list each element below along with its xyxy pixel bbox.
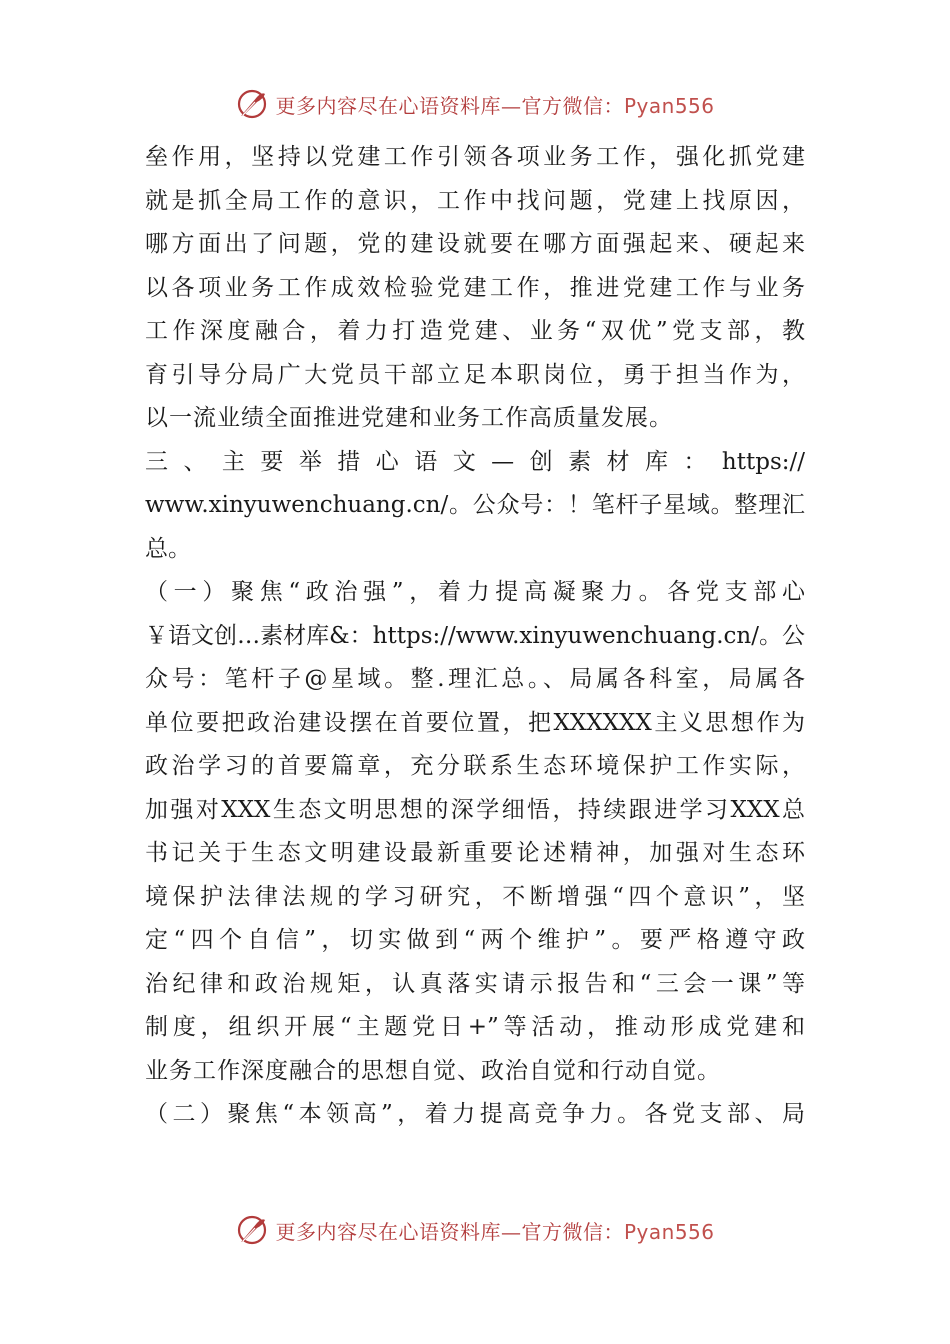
- footer-wechat-id: Pyan556: [623, 1219, 715, 1244]
- body-line: 政治学习的首要篇章，充分联系生态环境保护工作实际，: [145, 753, 805, 779]
- body-line: 育引导分局广大党员干部立足本职岗位，勇于担当作为，: [145, 361, 805, 388]
- body-line: 工作深度融合，着力打造党建、业务“双优”党支部，教: [145, 318, 805, 344]
- body-line: www.xinyuwenchuang.cn/。公众号：！笔杆子星域。整理汇: [145, 492, 805, 518]
- subsection-heading: （二）聚焦“本领高”，着力提高竞争力。各党支部、局: [145, 1101, 805, 1127]
- body-line: 总。: [145, 535, 191, 562]
- body-line: 就是抓全局工作的意识，工作中找问题，党建上找原因，: [145, 187, 805, 214]
- footer-text: 更多内容尽在心语资料库—官方微信：: [275, 1219, 624, 1244]
- quill-logo-icon: [235, 1213, 269, 1247]
- header-watermark: [0, 84, 950, 124]
- body-line: 定“四个自信”，切实做到“两个维护”。要严格遵守政: [145, 927, 805, 953]
- quill-logo-icon: [235, 87, 269, 121]
- body-line: 哪方面出了问题，党的建设就要在哪方面强起来、硬起来: [145, 231, 805, 257]
- body-line: 单位要把政治建设摆在首要位置，把XXXXXX主义思想作为: [145, 709, 805, 736]
- header-text: 更多内容尽在心语资料库—官方微信：: [275, 93, 624, 118]
- footer-watermark-text: [275, 1216, 714, 1245]
- body-line: 制度，组织开展“主题党日+”等活动，推动形成党建和: [145, 1014, 805, 1040]
- body-line: 境保护法律法规的学习研究，不断增强“四个意识”，坚: [145, 883, 805, 910]
- body-line: 治纪律和政治规矩，认真落实请示报告和“三会一课”等: [145, 970, 805, 997]
- document-body: [145, 136, 805, 1137]
- body-line: ￥语文创…素材库&：https://www.xinyuwenchuang.cn/。公: [145, 622, 805, 649]
- body-line: 以各项业务工作成效检验党建工作，推进党建工作与业务: [145, 274, 805, 301]
- body-line: 以一流业绩全面推进党建和业务工作高质量发展。: [145, 405, 673, 431]
- header-wechat-id: Pyan556: [623, 93, 715, 118]
- body-line: 加强对XXX生态文明思想的深学细悟，持续跟进学习XXX总: [145, 796, 805, 823]
- body-line: 垒作用，坚持以党建工作引领各项业务工作，强化抓党建: [145, 144, 805, 170]
- footer-watermark: [0, 1210, 950, 1250]
- body-line: 众号：笔杆子@星域。整.理汇总。、局属各科室，局属各: [145, 666, 805, 692]
- body-line: 书记关于生态文明建设最新重要论述精神，加强对生态环: [145, 840, 805, 866]
- section-heading: 三、主要举措心语文—创素材库：https://: [145, 448, 805, 475]
- body-line: 业务工作深度融合的思想自觉、政治自觉和行动自觉。: [145, 1057, 721, 1084]
- header-watermark-text: [275, 90, 714, 119]
- subsection-heading: （一）聚焦“政治强”，着力提高凝聚力。各党支部心: [145, 579, 805, 605]
